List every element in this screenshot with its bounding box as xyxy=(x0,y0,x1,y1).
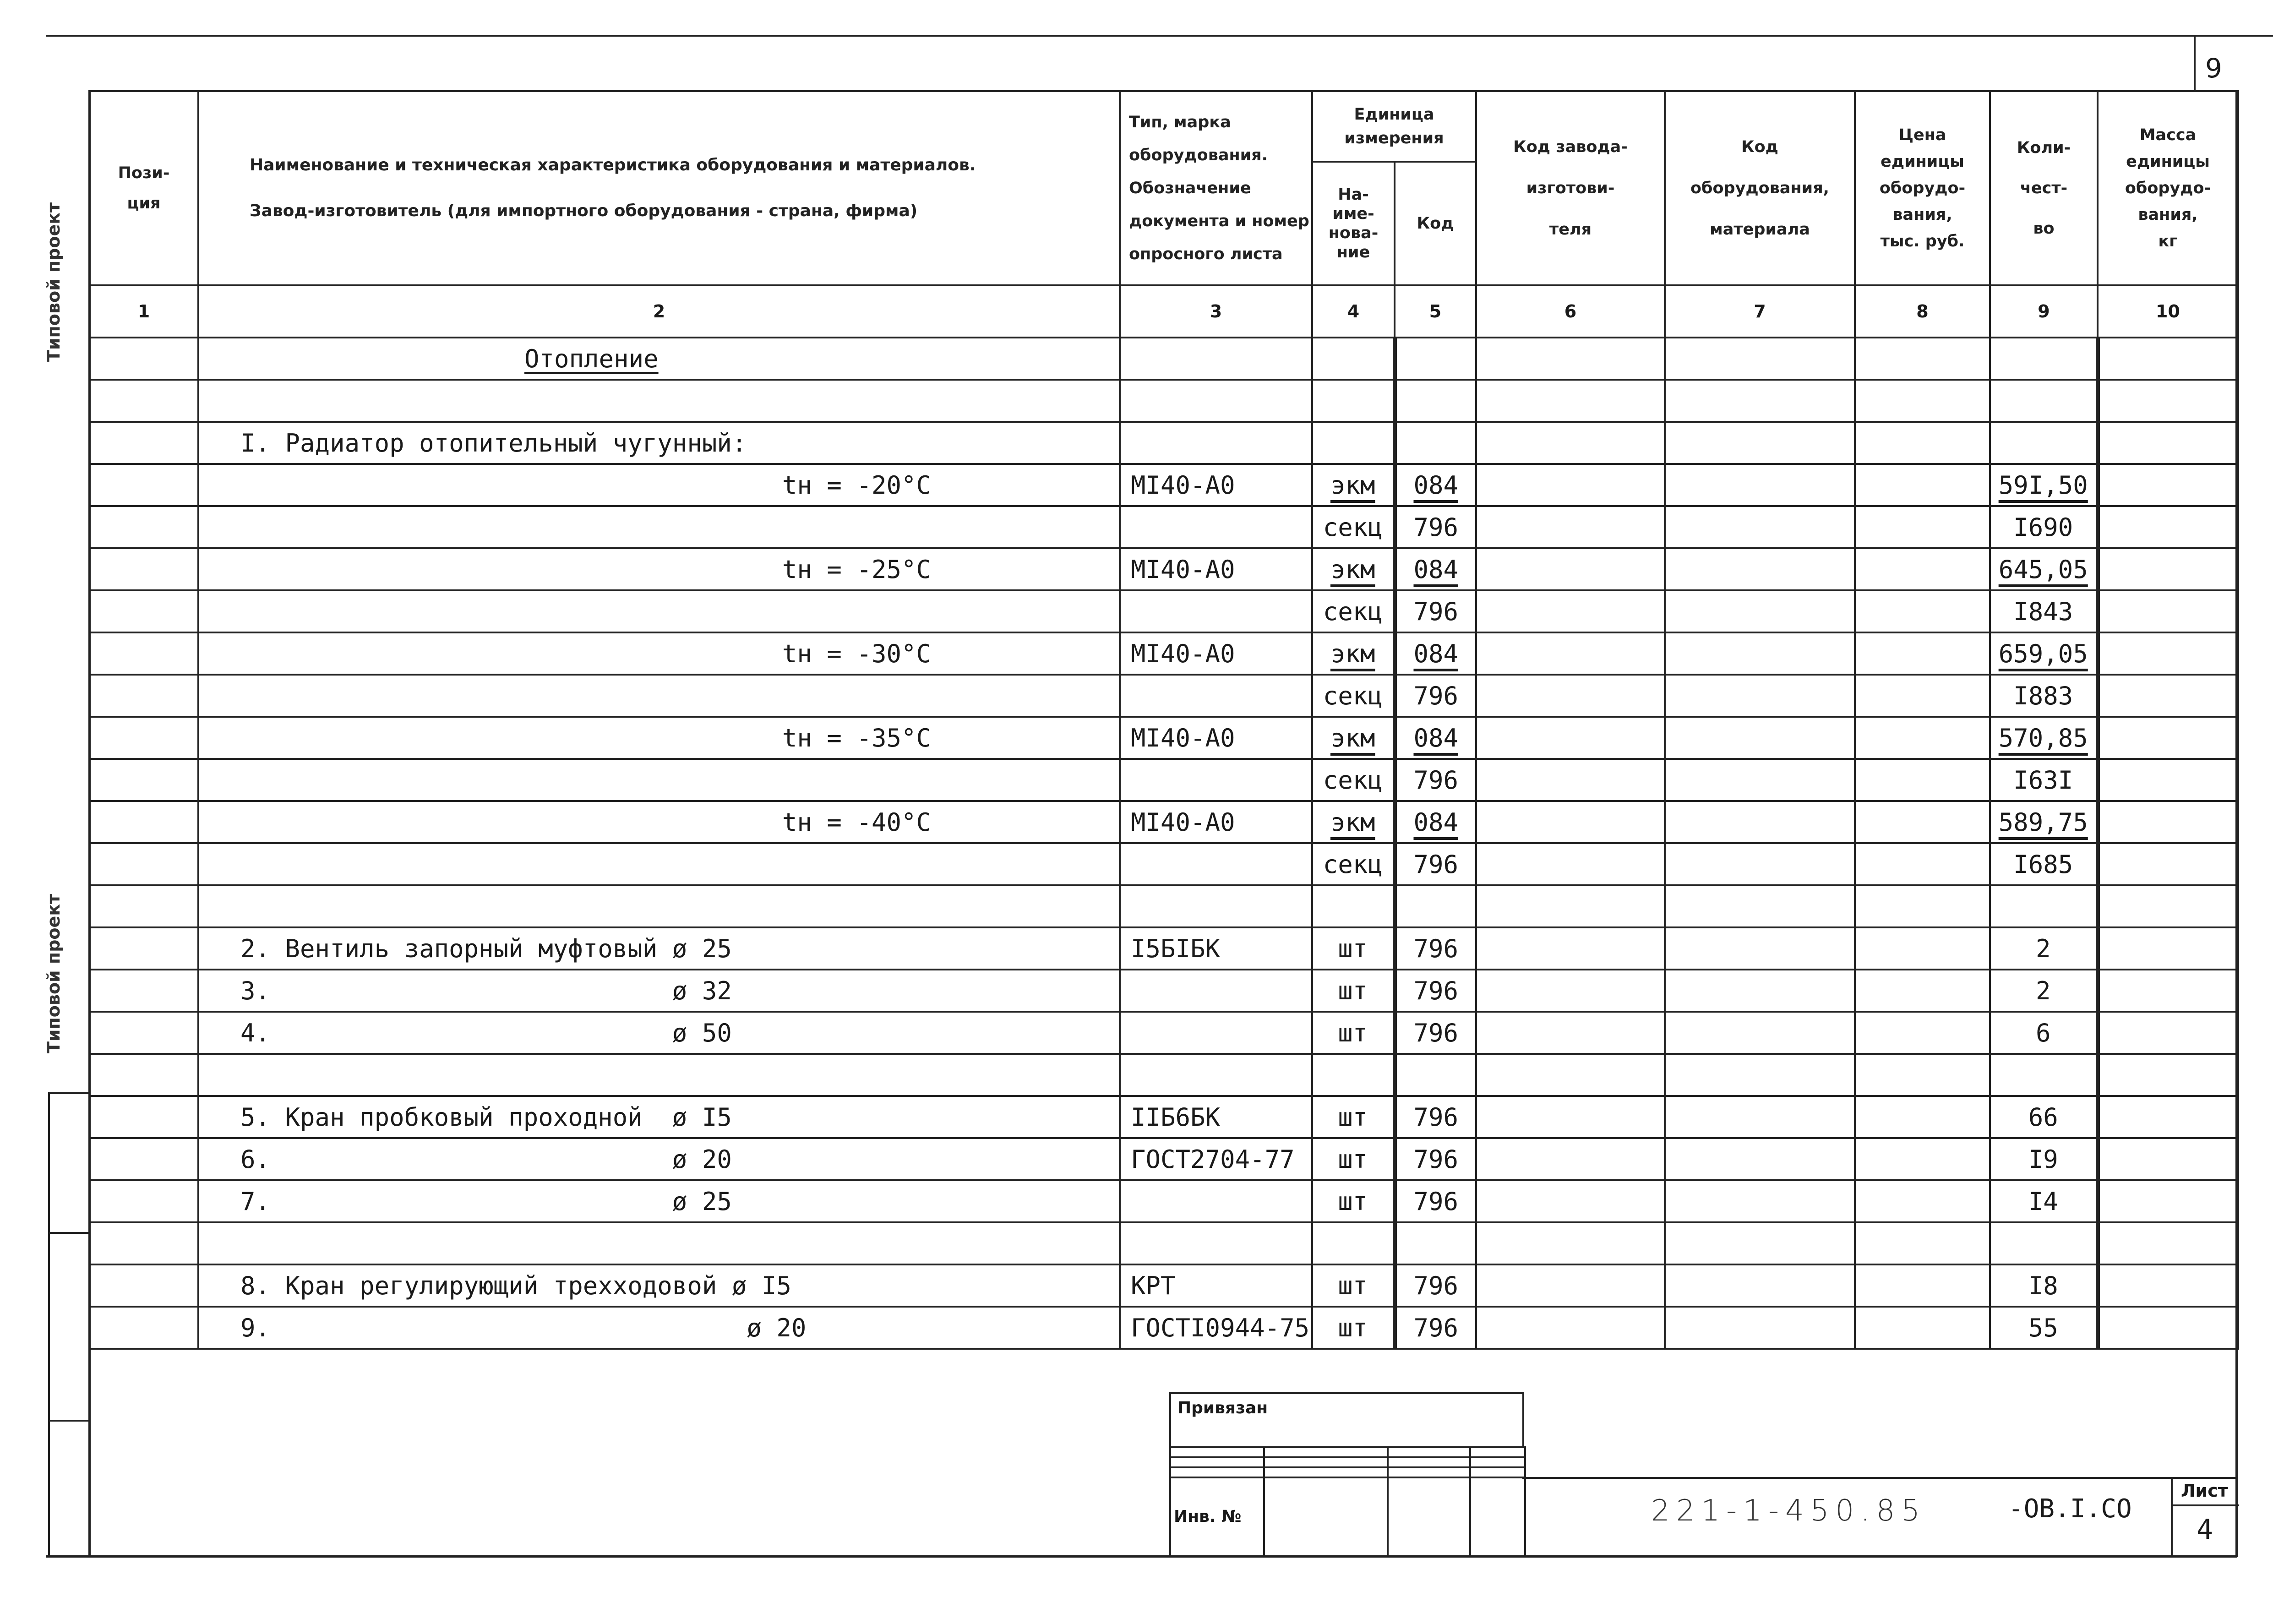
table-row xyxy=(89,675,2238,717)
stamp-grid xyxy=(1169,1446,1526,1557)
item-code: 796 xyxy=(1395,1264,1476,1307)
col-num-5: 5 xyxy=(1395,285,1476,338)
header-equipment-code: Код оборудования, материала xyxy=(1665,91,1855,285)
radiator-code: 084 xyxy=(1413,639,1459,668)
header-unit-group: Единица измерения xyxy=(1312,91,1476,162)
radiator-temp: tн = -40°C xyxy=(198,801,1120,843)
radiator-qty-sections: I843 xyxy=(1990,590,2098,632)
radiator-type: MI40-A0 xyxy=(1120,717,1312,759)
section-title xyxy=(198,338,1120,380)
item-code: 796 xyxy=(1395,970,1476,1012)
radiator-qty: 570,85 xyxy=(1998,723,2088,752)
item-qty: I4 xyxy=(1990,1180,2098,1222)
item-code: 796 xyxy=(1395,1096,1476,1138)
radiator-unit-sections: секц xyxy=(1312,506,1395,548)
item-name: 4. ø 50 xyxy=(198,1012,1120,1054)
item-unit: шт xyxy=(1312,1264,1395,1307)
radiator-type: MI40-A0 xyxy=(1120,464,1312,506)
radiator-code: 084 xyxy=(1413,723,1459,752)
table-row xyxy=(89,1180,2238,1222)
stamp-privyazan: Привязан xyxy=(1177,1399,1268,1417)
margin-box-line xyxy=(48,1092,50,1557)
specification-table xyxy=(88,90,2239,1350)
item-name: 2. Вентиль запорный муфтовый ø 25 xyxy=(198,927,1120,970)
item-code: 796 xyxy=(1395,927,1476,970)
item-qty: 6 xyxy=(1990,1012,2098,1054)
radiator-code-sections: 796 xyxy=(1395,590,1476,632)
col-num-1: 1 xyxy=(89,285,198,338)
item-unit: шт xyxy=(1312,1138,1395,1180)
radiator-unit: экм xyxy=(1330,555,1375,584)
item-code: 796 xyxy=(1395,1012,1476,1054)
item-unit: шт xyxy=(1312,927,1395,970)
margin-box-mid2 xyxy=(48,1420,89,1422)
header-quantity: Коли- чест- во xyxy=(1990,91,2098,285)
table-row xyxy=(89,506,2238,548)
item-name: 6. ø 20 xyxy=(198,1138,1120,1180)
sheet-number-box-left xyxy=(2194,37,2196,91)
table-row xyxy=(89,548,2238,590)
item-qty: 55 xyxy=(1990,1307,2098,1349)
table-row xyxy=(89,590,2238,632)
table-row xyxy=(89,1264,2238,1307)
item-type xyxy=(1120,970,1312,1012)
side-label-top: Типовой проект xyxy=(44,202,64,362)
table-row xyxy=(89,1222,2238,1264)
radiator-temp: tн = -25°C xyxy=(198,548,1120,590)
radiator-qty: 659,05 xyxy=(1998,639,2088,668)
stamp-list-number: 4 xyxy=(2197,1514,2213,1546)
radiator-code-sections: 796 xyxy=(1395,759,1476,801)
radiator-unit-sections: секц xyxy=(1312,590,1395,632)
radiator-type: MI40-A0 xyxy=(1120,548,1312,590)
item-name: 8. Кран регулирующий трехходовой ø I5 xyxy=(198,1264,1120,1307)
item-code: 796 xyxy=(1395,1138,1476,1180)
radiator-qty-sections: I685 xyxy=(1990,843,2098,885)
item-name: 5. Кран пробковый проходной ø I5 xyxy=(198,1096,1120,1138)
header-factory-code: Код завода- изготови- теля xyxy=(1476,91,1665,285)
radiator-qty-sections: I690 xyxy=(1990,506,2098,548)
radiator-code-sections: 796 xyxy=(1395,843,1476,885)
radiator-qty: 59I,50 xyxy=(1998,470,2088,500)
item-name: 3. ø 32 xyxy=(198,970,1120,1012)
radiator-code: 084 xyxy=(1413,555,1459,584)
radiator-qty: 645,05 xyxy=(1998,555,2088,584)
stamp-list-label: Лист xyxy=(2181,1481,2228,1501)
radiator-unit: экм xyxy=(1330,470,1375,500)
radiator-qty: 589,75 xyxy=(1998,807,2088,837)
item-unit: шт xyxy=(1312,1096,1395,1138)
header-unit-name: На- име- нова- ние xyxy=(1312,162,1395,285)
table-row xyxy=(89,1138,2238,1180)
item-type: КРТ xyxy=(1120,1264,1312,1307)
item-name: 7. ø 25 xyxy=(198,1180,1120,1222)
radiator-code-sections: 796 xyxy=(1395,675,1476,717)
stamp-privyazan-box xyxy=(1169,1392,1524,1448)
table-row xyxy=(89,717,2238,759)
header-name-line1: Наименование и техническая характеристика оборудования и материалов. xyxy=(250,156,976,174)
table-row xyxy=(89,1012,2238,1054)
header-position: Пози- ция xyxy=(89,91,198,285)
item-unit: шт xyxy=(1312,1012,1395,1054)
col-num-8: 8 xyxy=(1855,285,1990,338)
stamp-list-divider xyxy=(2173,1504,2239,1506)
item-code: 796 xyxy=(1395,1180,1476,1222)
item-type: ГОСТ2704-77 xyxy=(1120,1138,1312,1180)
top-rule xyxy=(46,35,2273,37)
item-type xyxy=(1120,1180,1312,1222)
item-qty: 2 xyxy=(1990,970,2098,1012)
radiator-qty-sections: I63I xyxy=(1990,759,2098,801)
radiator-temp: tн = -20°C xyxy=(198,464,1120,506)
table-row xyxy=(89,885,2238,927)
header-type: Тип, марка оборудования. Обозначение документа и номер опросного листа xyxy=(1120,91,1312,285)
radiator-unit: экм xyxy=(1330,723,1375,752)
table-row xyxy=(89,927,2238,970)
sheet-number: 9 xyxy=(2205,53,2222,84)
item-name: 9. ø 20 xyxy=(198,1307,1120,1349)
column-numbers-row xyxy=(89,285,2238,338)
col-num-10: 10 xyxy=(2098,285,2238,338)
margin-box-top xyxy=(48,1092,89,1094)
radiator-type: MI40-A0 xyxy=(1120,801,1312,843)
item-type: I5БIБК xyxy=(1120,927,1312,970)
radiator-unit-sections: секц xyxy=(1312,675,1395,717)
radiator-unit-sections: секц xyxy=(1312,759,1395,801)
table-row xyxy=(89,801,2238,843)
table-row xyxy=(89,380,2238,422)
header-price: Цена единицы оборудо- вания, тыс. руб. xyxy=(1855,91,1990,285)
radiator-code: 084 xyxy=(1413,807,1459,837)
item-type: ГОСТI0944-75 xyxy=(1120,1307,1312,1349)
item-type: IIБ6БК xyxy=(1120,1096,1312,1138)
item-type xyxy=(1120,1012,1312,1054)
col-num-4: 4 xyxy=(1312,285,1395,338)
table-row xyxy=(89,843,2238,885)
col-num-7: 7 xyxy=(1665,285,1855,338)
col-num-6: 6 xyxy=(1476,285,1665,338)
item-code: 796 xyxy=(1395,1307,1476,1349)
header-row xyxy=(89,91,2238,162)
col-num-3: 3 xyxy=(1120,285,1312,338)
radiator-code-sections: 796 xyxy=(1395,506,1476,548)
table-row xyxy=(89,464,2238,506)
table-row xyxy=(89,338,2238,380)
margin-box-mid1 xyxy=(48,1232,89,1234)
item-1-title: I. Радиатор отопительный чугунный: xyxy=(198,422,1120,464)
table-row xyxy=(89,1096,2238,1138)
radiator-type: MI40-A0 xyxy=(1120,632,1312,675)
item-qty: 2 xyxy=(1990,927,2098,970)
item-qty: I9 xyxy=(1990,1138,2098,1180)
table-row xyxy=(89,1307,2238,1349)
side-label-middle: Типовой проект xyxy=(44,894,64,1053)
col-num-9: 9 xyxy=(1990,285,2098,338)
radiator-unit: экм xyxy=(1330,807,1375,837)
table-row xyxy=(89,422,2238,464)
item-unit: шт xyxy=(1312,970,1395,1012)
table-row xyxy=(89,759,2238,801)
stamp-doc-code: 221-1-450.85 xyxy=(1651,1494,1926,1528)
stamp-title-top xyxy=(1522,1477,2237,1479)
radiator-code: 084 xyxy=(1413,470,1459,500)
radiator-temp: tн = -30°C xyxy=(198,632,1120,675)
item-qty: I8 xyxy=(1990,1264,2098,1307)
item-qty: 66 xyxy=(1990,1096,2098,1138)
header-mass: Масса единицы оборудо- вания, кг xyxy=(2098,91,2238,285)
table-row xyxy=(89,1054,2238,1096)
radiator-temp: tн = -35°C xyxy=(198,717,1120,759)
item-unit: шт xyxy=(1312,1307,1395,1349)
header-name xyxy=(198,91,1120,285)
radiator-unit-sections: секц xyxy=(1312,843,1395,885)
header-name-line2: Завод-изготовитель (для импортного оборудования - страна, фирма) xyxy=(250,202,918,220)
table-row xyxy=(89,632,2238,675)
radiator-qty-sections: I883 xyxy=(1990,675,2098,717)
section-title-text: Отопление xyxy=(524,344,659,373)
stamp-doc-suffix: -ОВ.I.СО xyxy=(2008,1494,2132,1524)
col-num-2: 2 xyxy=(198,285,1120,338)
header-unit-code: Код xyxy=(1395,162,1476,285)
bottom-rule xyxy=(46,1555,2237,1558)
radiator-unit: экм xyxy=(1330,639,1375,668)
stamp-list-box xyxy=(2171,1477,2237,1557)
table-row xyxy=(89,970,2238,1012)
item-unit: шт xyxy=(1312,1180,1395,1222)
stamp-inv-no: Инв. № xyxy=(1170,1477,1264,1556)
